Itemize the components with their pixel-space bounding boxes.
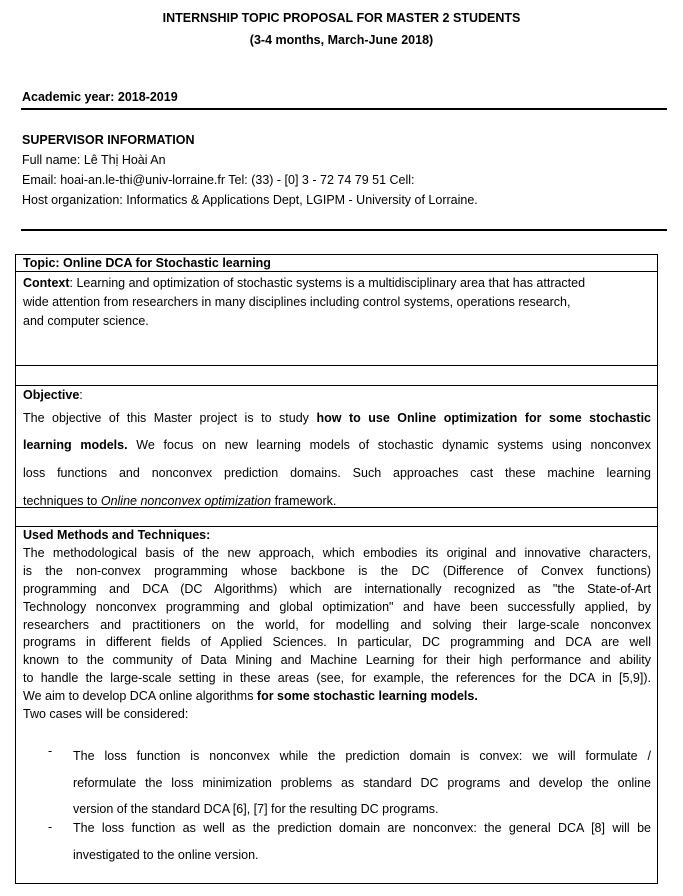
methods-paragraph: We aim to develop DCA online algorithms [23, 689, 257, 704]
objective-block: Objective: The objective of this Master project is to study how to use Online optimization for some stochastic learning models. We focus on new learning models of stochastic dynamic systems using nonconvex loss functions and nonconvex prediction domains. Such approaches cast these machine learning techniques to Online nonconvex optimization framework. [23, 388, 652, 508]
objective-text: We focus on new learning models of stochastic dynamic systems using nonconvex [127, 438, 651, 452]
methods-paragraph: Two cases will be considered: [23, 707, 189, 722]
supervisor-full-name: Full name: Lê Thị Hoài An [22, 153, 166, 167]
objective-italic: Online nonconvex optimization [100, 494, 272, 508]
supervisor-host: Host organization: Informatics & Applications Dept, LGIPM - University of Lorraine. [22, 193, 478, 207]
bullet-text: The loss function as well as the prediction domain are nonconvex: the general DCA [8] will be [73, 821, 651, 835]
supervisor-email: Email: hoai-an.le-thi@univ-lorraine.fr Tel: (33) - [0] 3 - 72 74 79 51 Cell: [22, 173, 415, 187]
objective-text: loss functions and nonconvex prediction domains. Such approaches cast these machine learning [23, 466, 651, 480]
context-text: : Learning and optimization of stochastic systems is a multidisciplinary area that has attracted [69, 276, 586, 290]
context-block [23, 274, 651, 331]
spacer-row [15, 365, 658, 386]
academic-year: Academic year: 2018-2019 [22, 90, 178, 104]
context-text: and computer science. [23, 314, 149, 328]
methods-paragraph: The methodological basis of the new approach, which embodies its original and innovative characters, [23, 545, 651, 560]
bullet-item-1 [73, 743, 651, 823]
spacer-row [15, 507, 658, 527]
bullet-text: version of the standard DCA [6], [7] for the resulting DC programs. [73, 802, 439, 816]
bullet-dash: - [48, 820, 53, 834]
methods-paragraph: is the non-convex programming whose backbone is the DC (Difference of Convex functions) [23, 563, 651, 578]
bullet-text: The loss function is nonconvex while the prediction domain is convex: we will formulate / [73, 749, 651, 763]
divider-top [21, 108, 667, 110]
objective-text: techniques to [23, 494, 101, 508]
topic-block [23, 255, 651, 272]
context-label: Context [23, 276, 70, 290]
context-text: wide attention from researchers in many disciplines including control systems, operations research, [23, 295, 571, 309]
objective-highlight: learning models. [23, 438, 128, 452]
objective-text: The objective of this Master project is to study [23, 411, 317, 425]
objective-label: Objective [23, 388, 80, 402]
bullet-text: investigated to the online version. [73, 848, 259, 862]
methods-paragraph: to handle the large-scale setting in these areas (see, for example, the references for the DCA in [5,9]). [23, 671, 651, 686]
document-title: INTERNSHIP TOPIC PROPOSAL FOR MASTER 2 STUDENTS [162, 11, 521, 25]
bullet-item-2 [73, 815, 651, 869]
methods-paragraph: programming and DCA (DC Algorithms) which are internationally recognized as "the State-of-Art [23, 581, 651, 596]
methods-paragraph: researchers and practitioners on the world, for modelling and solving their large-scale nonconvex [23, 617, 651, 632]
divider-middle [21, 229, 667, 231]
topic-label: Topic: Online DCA for Stochastic learning [23, 256, 271, 270]
methods-paragraph: Technology nonconvex programming and global optimization" and have been successfully applied, by [23, 599, 651, 614]
bullet-dash: - [48, 744, 53, 758]
methods-paragraph: programs in different fields of Applied Sciences. In particular, DC programming and DCA are well [23, 635, 651, 650]
methods-label: Used Methods and Techniques: [23, 528, 211, 542]
methods-paragraph: known to the community of Data Mining and Machine Learning for their high performance and ability [23, 653, 651, 668]
objective-highlight: how to use Online optimization for some stochastic [316, 411, 652, 425]
supervisor-heading: SUPERVISOR INFORMATION [22, 133, 195, 147]
document-subtitle: (3-4 months, March-June 2018) [249, 33, 434, 47]
methods-block [23, 527, 651, 724]
methods-highlight: for some stochastic learning models. [256, 689, 478, 704]
objective-text: framework. [271, 494, 337, 508]
bullet-text: reformulate the loss minimization problems as standard DC programs and develop the online [73, 775, 651, 790]
